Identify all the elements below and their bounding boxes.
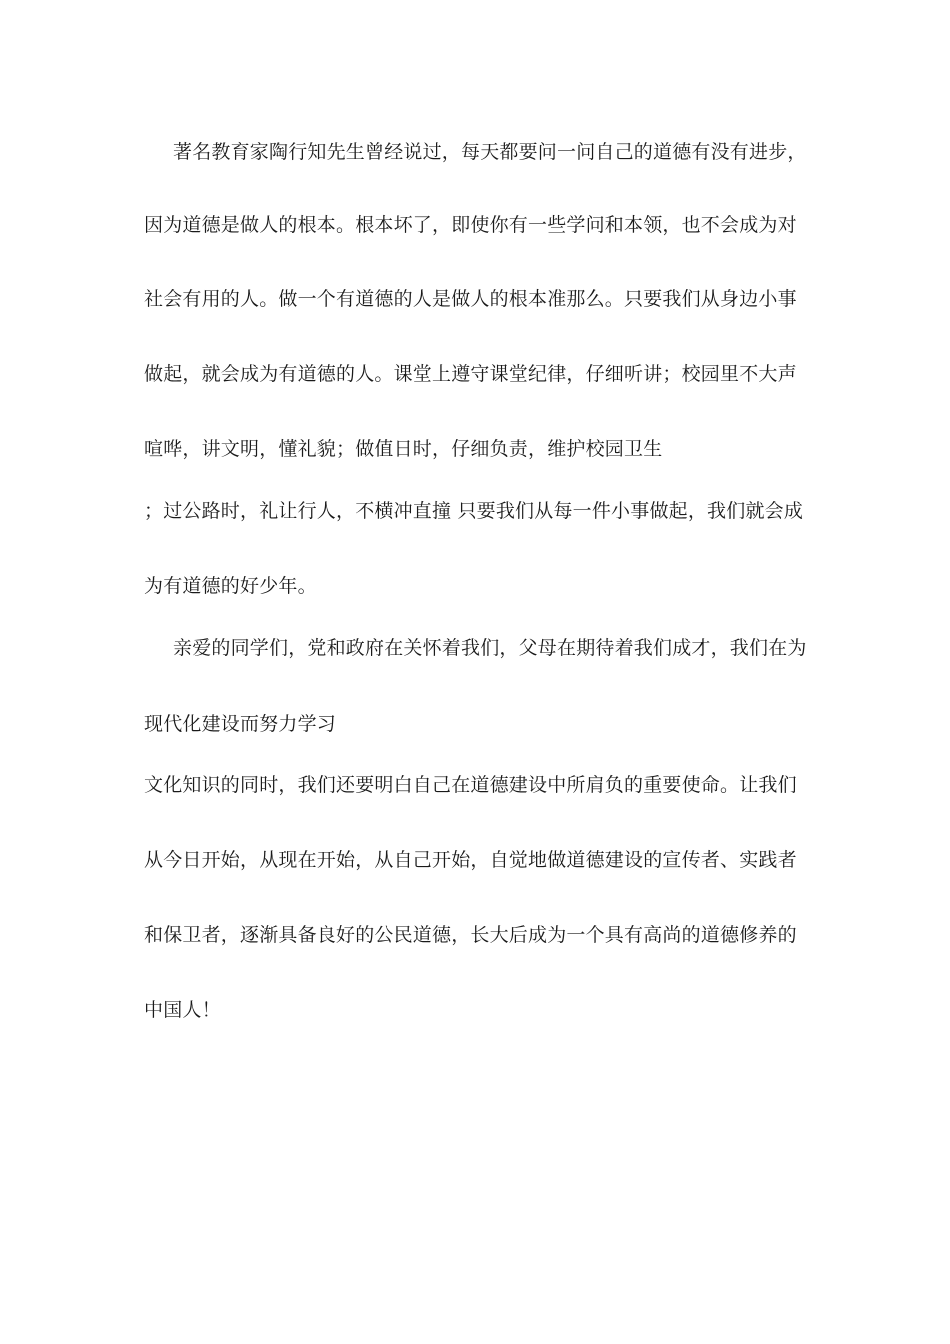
paragraph-1-line-1: 著名教育家陶行知先生曾经说过，每天都要问一问自己的道德有没有进步， (173, 141, 807, 163)
paragraph-1-line-7: 为有道德的好少年。 (144, 575, 317, 597)
paragraph-1-line-2: 因为道德是做人的根本。根本坏了，即使你有一些学问和本领，也不会成为对 (144, 214, 797, 236)
paragraph-1-line-4: 做起，就会成为有道德的人。课堂上遵守课堂纪律，仔细听讲；校园里不大声 (144, 363, 797, 385)
paragraph-1-line-6: ；过公路时，礼让行人，不横冲直撞 只要我们从每一件小事做起，我们就会成 (144, 500, 804, 522)
paragraph-2-line-1: 亲爱的同学们，党和政府在关怀着我们，父母在期待着我们成才，我们在为 (173, 637, 807, 659)
paragraph-2-line-6: 中国人！ (144, 999, 221, 1021)
paragraph-2-line-4: 从今日开始，从现在开始，从自己开始，自觉地做道德建设的宣传者、实践者 (144, 849, 797, 871)
paragraph-2-line-3: 文化知识的同时，我们还要明白自己在道德建设中所肩负的重要使命。让我们 (144, 774, 797, 796)
paragraph-2-line-5: 和保卫者，逐渐具备良好的公民道德，长大后成为一个具有高尚的道德修养的 (144, 924, 797, 946)
paragraph-1-line-3: 社会有用的人。做一个有道德的人是做人的根本准那么。只要我们从身边小事 (144, 288, 797, 310)
paragraph-2-line-2: 现代化建设而努力学习 (144, 713, 337, 735)
paragraph-1-line-5: 喧哗，讲文明，懂礼貌；做值日时，仔细负责，维护校园卫生 (144, 438, 663, 460)
